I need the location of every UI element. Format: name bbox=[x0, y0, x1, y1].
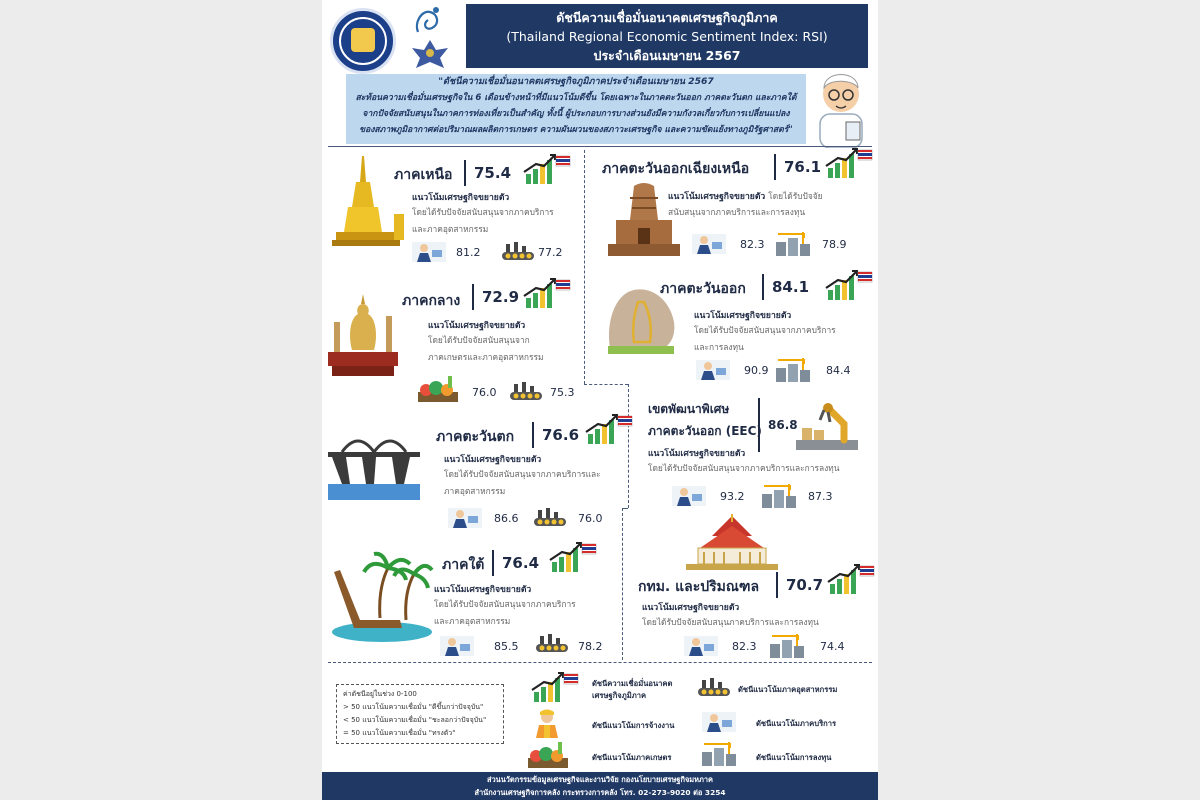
legend-investment-icon bbox=[700, 740, 740, 766]
south-boat-palm-icon bbox=[330, 548, 434, 644]
west-bridge-icon bbox=[328, 426, 420, 502]
south-rsi-value: 76.4 bbox=[492, 550, 539, 576]
ministry-of-finance-logo bbox=[330, 8, 396, 74]
column-divider-mid bbox=[628, 384, 629, 508]
legend-below-50: < 50 แนวโน้มความเชื่อมั่น "ชะลอกว่าปัจจุบัน" bbox=[343, 716, 487, 724]
south-industry-value: 78.2 bbox=[578, 640, 603, 653]
northeast-services-icon bbox=[692, 232, 726, 256]
east-services-value: 90.9 bbox=[744, 364, 769, 377]
eec-investment-value: 87.3 bbox=[808, 490, 833, 503]
east-trend-text: แนวโน้มเศรษฐกิจขยายตัว bbox=[694, 311, 792, 321]
legend-industry-label: ดัชนีแนวโน้มภาคอุตสาหกรรม bbox=[738, 685, 838, 694]
west-services-icon bbox=[448, 506, 482, 530]
central-rsi-chart-icon bbox=[522, 276, 572, 310]
north-industry-value: 77.2 bbox=[538, 246, 563, 259]
bkk-rsi-chart-icon bbox=[826, 562, 876, 596]
eec-name-line-1: เขตพัฒนาพิเศษ bbox=[648, 402, 730, 416]
legend-employment-label: ดัชนีแนวโน้มการจ้างงาน bbox=[592, 721, 675, 730]
legend-services-icon bbox=[702, 710, 736, 734]
central-agriculture-value: 76.0 bbox=[472, 386, 497, 399]
south-industry-icon bbox=[534, 632, 570, 656]
north-rsi-chart-icon bbox=[522, 152, 572, 186]
west-industry-icon bbox=[532, 506, 568, 530]
west-region-name: ภาคตะวันตก bbox=[436, 429, 515, 445]
legend-services-label: ดัชนีแนวโน้มภาคบริการ bbox=[756, 719, 837, 728]
northeast-investment-value: 78.9 bbox=[822, 238, 847, 251]
legend-agriculture-icon bbox=[528, 740, 568, 768]
bkk-thai-temple-icon bbox=[682, 514, 782, 570]
summary-line-4: ของสภาพภูมิอากาศต่อปริมาณผลผลิตการเกษตร ความผันผวนของสภาวะเศรษฐกิจ และความขัดแย้งทางภูมิรัฐศาสตร์" bbox=[359, 125, 793, 135]
summary-quote-box bbox=[346, 74, 806, 144]
west-desc-line-2: ภาคอุตสาหกรรม bbox=[444, 486, 506, 496]
central-rsi-value: 72.9 bbox=[472, 284, 519, 310]
eec-robot-arm-icon bbox=[794, 396, 860, 452]
bkk-investment-icon bbox=[768, 632, 808, 658]
east-rsi-chart-icon bbox=[824, 268, 874, 302]
west-services-value: 86.6 bbox=[494, 512, 519, 525]
infographic-sheet bbox=[322, 0, 878, 800]
northeast-rsi-chart-icon bbox=[824, 146, 874, 180]
column-divider-top bbox=[584, 150, 585, 384]
eec-desc-line-1: โดยได้รับปัจจัยสนับสนุนจากภาคบริการและการลงทุน bbox=[648, 463, 840, 473]
bkk-region-name: กทม. และปริมณฑล bbox=[638, 579, 760, 595]
west-rsi-chart-icon bbox=[584, 412, 634, 446]
south-desc-line-1: โดยได้รับปัจจัยสนับสนุนจากภาคบริการ bbox=[434, 599, 576, 609]
east-region-name: ภาคตะวันออก bbox=[660, 281, 746, 297]
footer-line-1: ส่วนนวัตกรรมข้อมูลเศรษฐกิจและงานวิจัย กองนโยบายเศรษฐกิจมหภาค bbox=[487, 775, 713, 784]
south-trend-text: แนวโน้มเศรษฐกิจขยายตัว bbox=[434, 585, 532, 595]
legend-range: ค่าดัชนีอยู่ในช่วง 0-100 bbox=[343, 690, 417, 698]
east-desc-line-1: โดยได้รับปัจจัยสนับสนุนจากภาคบริการ bbox=[694, 325, 836, 335]
column-divider-bottom bbox=[622, 508, 623, 660]
north-services-icon bbox=[412, 240, 446, 264]
south-desc-line-2: และภาคอุตสาหกรรม bbox=[434, 616, 511, 626]
south-rsi-chart-icon bbox=[548, 540, 598, 574]
footer-divider bbox=[328, 662, 872, 663]
northeast-desc-line-2: สนับสนุนจากภาคบริการและการลงทุน bbox=[668, 207, 806, 217]
summary-line-1: "ดัชนีความเชื่อมั่นอนาคตเศรษฐกิจภูมิภาคประจำเดือนเมษายน 2567 bbox=[438, 76, 714, 87]
northeast-trend-label: แนวโน้มเศรษฐกิจขยายตัว bbox=[668, 192, 766, 202]
south-services-value: 85.5 bbox=[494, 640, 519, 653]
south-region-name: ภาคใต้ bbox=[442, 557, 485, 573]
northeast-services-value: 82.3 bbox=[740, 238, 765, 251]
central-region-name: ภาคกลาง bbox=[402, 293, 461, 309]
central-buddha-icon bbox=[328, 292, 398, 378]
northeast-trend-text bbox=[668, 188, 823, 205]
footer-bar bbox=[322, 772, 878, 800]
south-services-icon bbox=[440, 634, 474, 658]
central-desc-line-2: ภาคเกษตรและภาคอุตสาหกรรม bbox=[428, 352, 544, 362]
legend-industry-icon bbox=[696, 676, 732, 700]
legend-employment-icon bbox=[530, 708, 564, 738]
eec-name-line-2: ภาคตะวันออก (EEC) bbox=[648, 424, 762, 438]
east-rsi-value: 84.1 bbox=[762, 274, 809, 300]
eec-services-value: 93.2 bbox=[720, 490, 745, 503]
bkk-desc-line-1: โดยได้รับปัจจัยสนับสนุนภาคบริการและการลงทุน bbox=[642, 617, 819, 627]
legend-above-50: > 50 แนวโน้มความเชื่อมั่น "ดีขึ้นกว่าปัจจุบัน" bbox=[343, 703, 484, 711]
title-thai: ดัชนีความเชื่อมั่นอนาคตเศรษฐกิจภูมิภาค bbox=[556, 10, 778, 25]
summary-line-3: จากปัจจัยสนับสนุนในภาคการท่องเที่ยวเป็นสำคัญ ทั้งนี้ ผู้ประกอบการบางส่วนยังมีความกังวลเกี่ยวกับการเปลี่ยนแปลง bbox=[362, 109, 790, 119]
column-divider-step-2 bbox=[622, 508, 628, 509]
legend-rsi-label-2: เศรษฐกิจภูมิภาค bbox=[592, 691, 647, 700]
legend-rsi-chart-icon bbox=[530, 670, 580, 704]
northeast-rsi-value: 76.1 bbox=[774, 154, 821, 180]
bkk-trend-text: แนวโน้มเศรษฐกิจขยายตัว bbox=[642, 603, 740, 613]
north-rsi-value: 75.4 bbox=[464, 160, 511, 186]
west-trend-text: แนวโน้มเศรษฐกิจขยายตัว bbox=[444, 455, 542, 465]
title-english: (Thailand Regional Economic Sentiment Index: RSI) bbox=[506, 29, 828, 44]
scale-legend-box bbox=[336, 684, 504, 744]
eec-rsi-value: 86.8 bbox=[758, 398, 798, 452]
central-industry-icon bbox=[508, 380, 544, 404]
north-trend-text: แนวโน้มเศรษฐกิจขยายตัว bbox=[412, 193, 510, 203]
fpo-logo-icon bbox=[410, 4, 448, 38]
title-banner bbox=[466, 4, 868, 68]
east-investment-icon bbox=[774, 356, 814, 382]
central-agriculture-icon bbox=[418, 374, 458, 402]
north-desc-line-1: โดยได้รับปัจจัยสนับสนุนจากภาคบริการ bbox=[412, 207, 554, 217]
eec-trend-text: แนวโน้มเศรษฐกิจขยายตัว bbox=[648, 449, 746, 459]
garuda-emblem-icon bbox=[408, 36, 452, 72]
period-label: ประจำเดือนเมษายน 2567 bbox=[593, 48, 741, 63]
bkk-investment-value: 74.4 bbox=[820, 640, 845, 653]
legend-investment-label: ดัชนีแนวโน้มการลงทุน bbox=[756, 753, 832, 762]
east-investment-value: 84.4 bbox=[826, 364, 851, 377]
west-desc-line-1: โดยได้รับปัจจัยสนับสนุนจากภาคบริการและ bbox=[444, 469, 601, 479]
eec-services-icon bbox=[672, 484, 706, 508]
central-trend-text: แนวโน้มเศรษฐกิจขยายตัว bbox=[428, 321, 526, 331]
northeast-region-name: ภาคตะวันออกเฉียงเหนือ bbox=[602, 161, 750, 177]
summary-line-2: สะท้อนความเชื่อมั่นเศรษฐกิจใน 6 เดือนข้างหน้าที่มีแนวโน้มดีขึ้น โดยเฉพาะในภาคตะวันออก ภาคตะวันตก และภาคใต้ bbox=[355, 93, 797, 103]
economist-cartoon-icon bbox=[808, 62, 874, 148]
north-services-value: 81.2 bbox=[456, 246, 481, 259]
legend-agriculture-label: ดัชนีแนวโน้มภาคเกษตร bbox=[592, 753, 672, 762]
north-industry-icon bbox=[500, 240, 536, 264]
east-services-icon bbox=[696, 358, 730, 382]
west-rsi-value: 76.6 bbox=[532, 422, 579, 448]
bkk-rsi-value: 70.7 bbox=[776, 572, 823, 598]
bkk-services-icon bbox=[684, 634, 718, 658]
legend-equal-50: = 50 แนวโน้มความเชื่อมั่น "ทรงตัว" bbox=[343, 729, 456, 737]
header-divider bbox=[328, 146, 872, 147]
legend-rsi-label-1: ดัชนีความเชื่อมั่นอนาคต bbox=[592, 679, 673, 688]
east-desc-line-2: และการลงทุน bbox=[694, 342, 744, 352]
central-industry-value: 75.3 bbox=[550, 386, 575, 399]
central-desc-line-1: โดยได้รับปัจจัยสนับสนุนจาก bbox=[428, 335, 530, 345]
bkk-services-value: 82.3 bbox=[732, 640, 757, 653]
eec-investment-icon bbox=[760, 482, 800, 508]
west-industry-value: 76.0 bbox=[578, 512, 603, 525]
column-divider-step-1 bbox=[584, 384, 628, 385]
footer-line-2: สำนักงานเศรษฐกิจการคลัง กระทรวงการคลัง โทร. 02-273-9020 ต่อ 3254 bbox=[474, 788, 726, 797]
north-region-name: ภาคเหนือ bbox=[394, 167, 453, 183]
northeast-investment-icon bbox=[774, 230, 814, 256]
northeast-desc-inline: โดยได้รับปัจจัย bbox=[768, 191, 823, 201]
north-desc-line-2: และภาคอุตสาหกรรม bbox=[412, 224, 489, 234]
